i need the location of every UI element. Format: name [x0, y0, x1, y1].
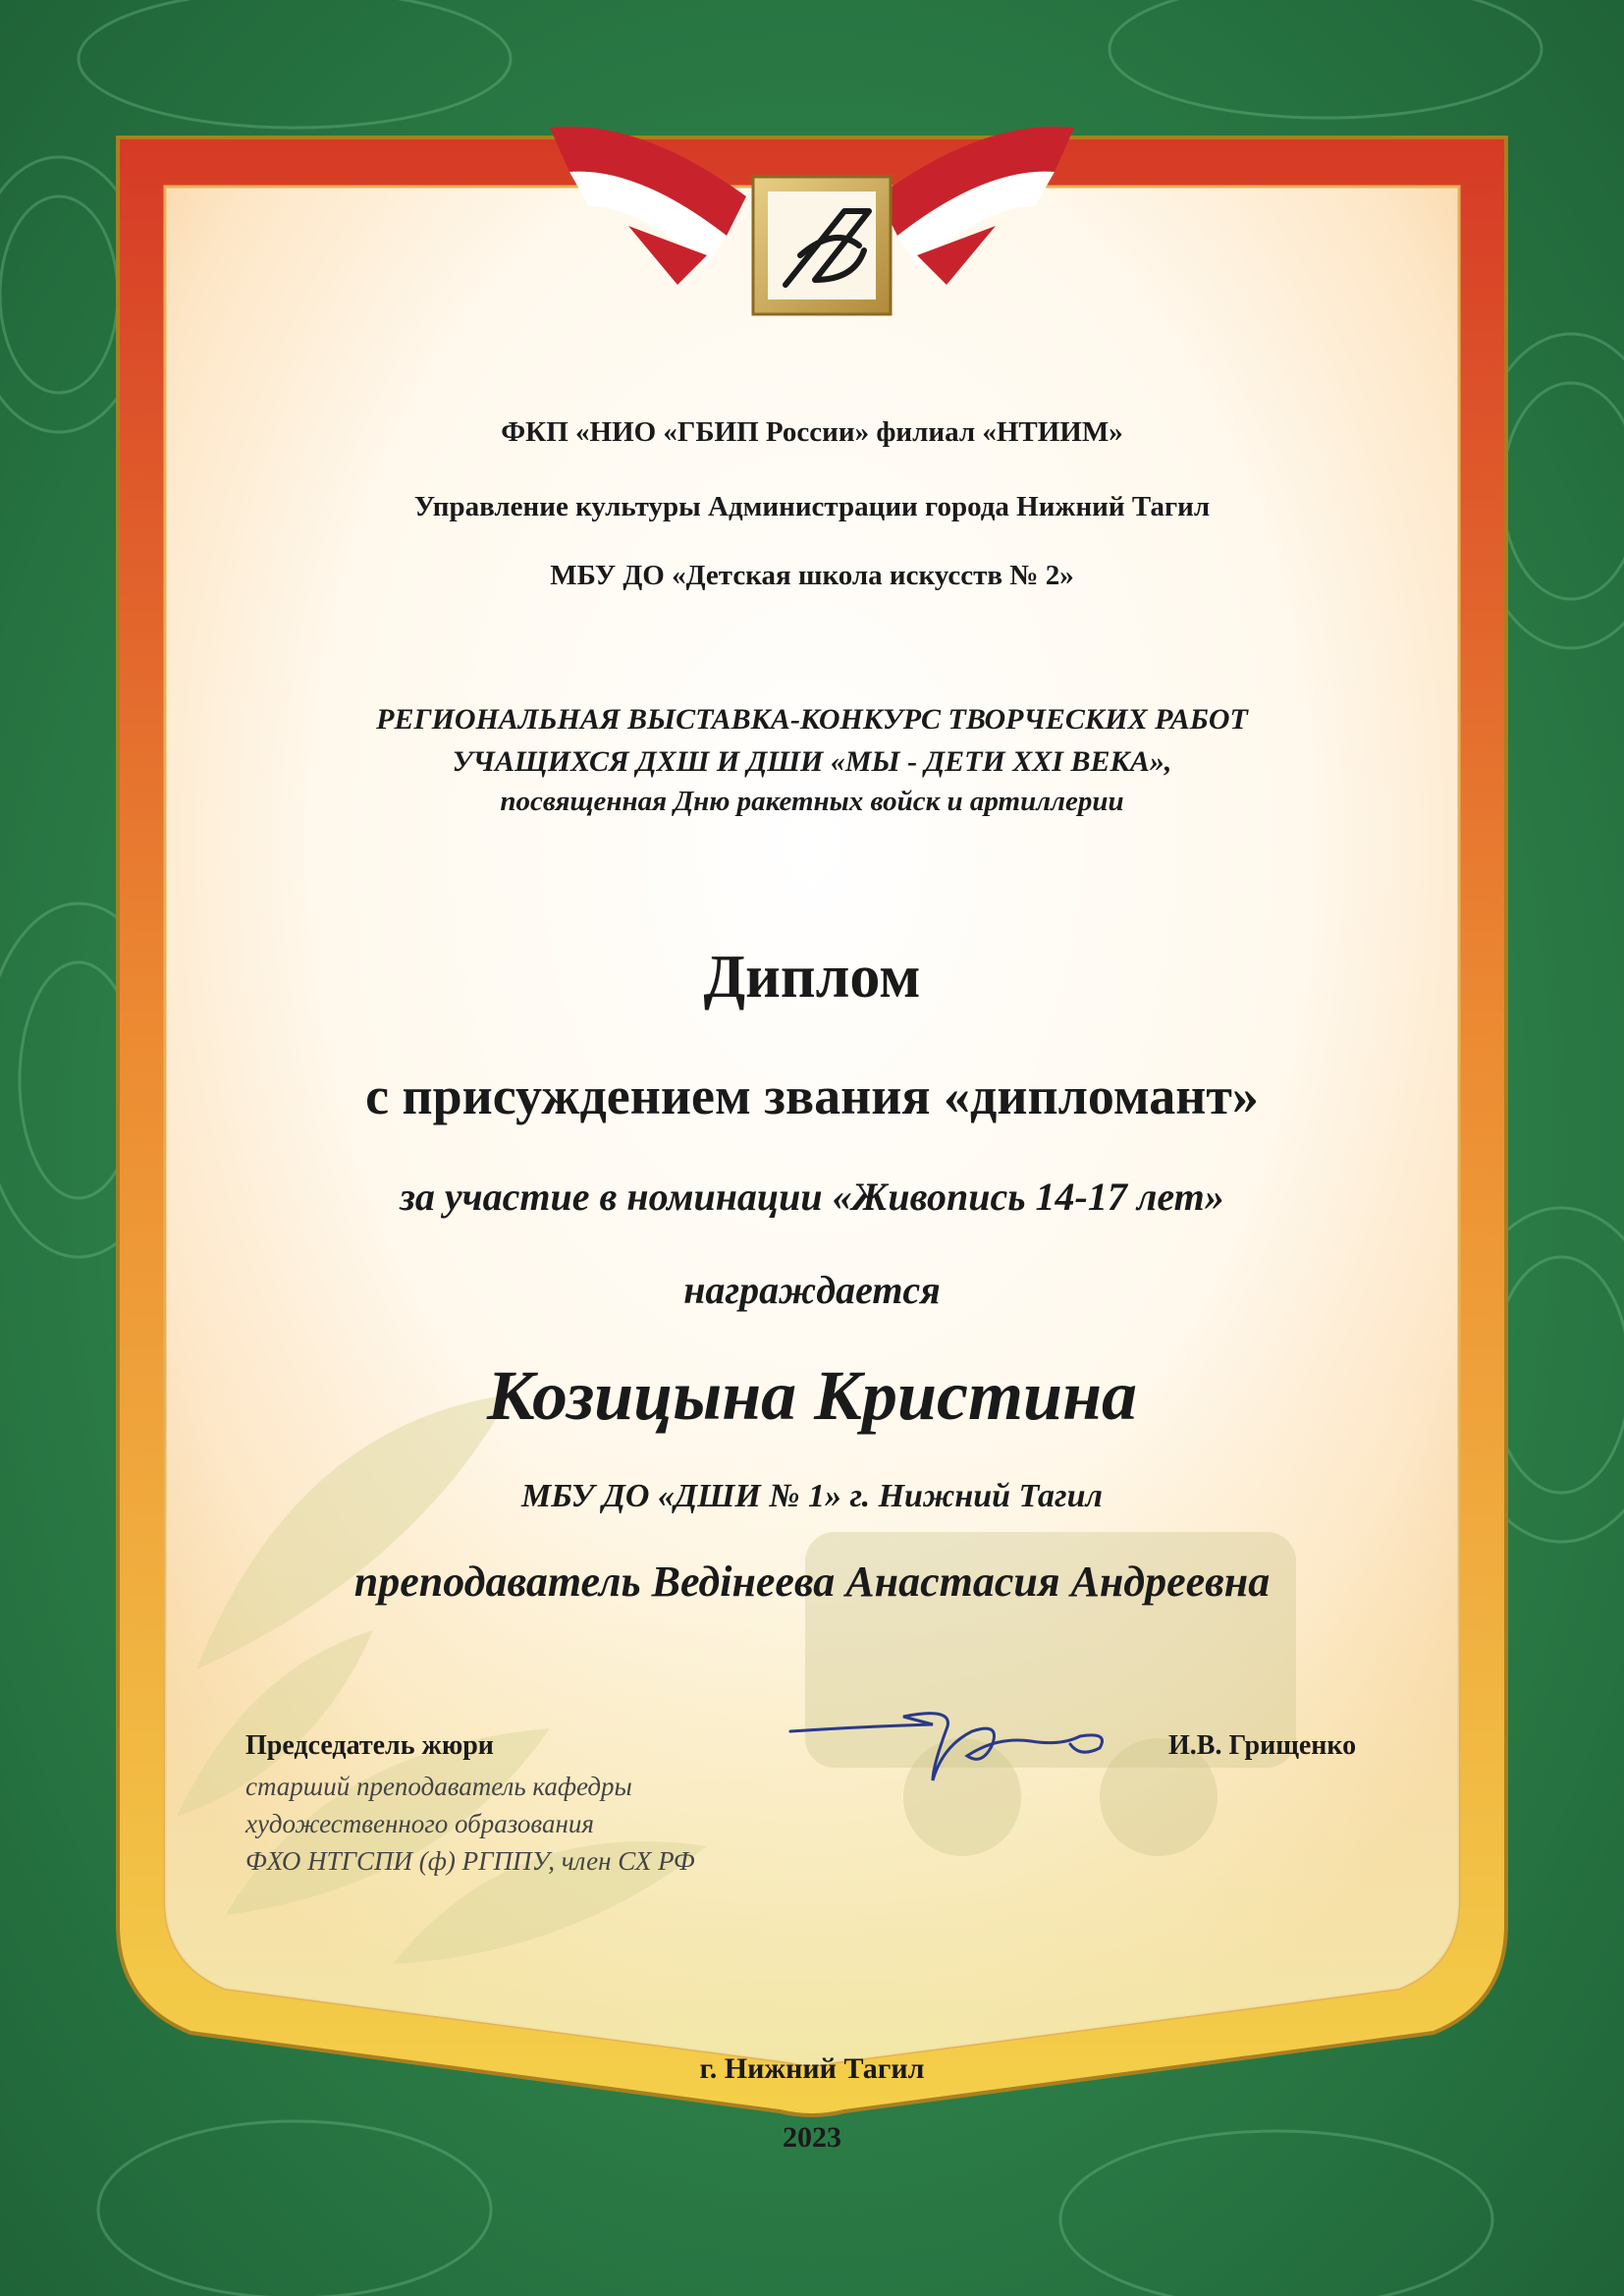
jury-desc-2: художественного образования	[245, 1809, 594, 1838]
contest-title-line1: РЕГИОНАЛЬНАЯ ВЫСТАВКА-КОНКУРС ТВОРЧЕСКИХ РАБОТ	[376, 703, 1248, 736]
organizer-3: МБУ ДО «Детская школа искусств № 2»	[550, 560, 1074, 591]
contest-dedication: посвященная Дню ракетных войск и артиллерии	[500, 786, 1124, 817]
nomination: за участие в номинации «Живопись 14-17 лет»	[400, 1175, 1224, 1219]
jury-role: Председатель жюри	[245, 1730, 494, 1761]
handwritten-signature	[785, 1687, 1119, 1805]
organizer-2: Управление культуры Администрации города Нижний Тагил	[413, 491, 1211, 522]
contest-title-line2: УЧАЩИХСЯ ДХШ И ДШИ «МЫ - ДЕТИ XXI ВЕКА»,	[452, 745, 1172, 778]
awarded-label: награждается	[683, 1268, 941, 1312]
recipient-name: Козицына Кристина	[486, 1356, 1138, 1435]
city: г. Нижний Тагил	[699, 2052, 925, 2085]
teacher-name: преподаватель Ведінеева Анастасия Андреевна	[353, 1558, 1271, 1606]
jury-desc-1: старший преподаватель кафедры	[245, 1772, 632, 1801]
jury-chair-name: И.В. Грищенко	[1168, 1730, 1357, 1761]
jury-block	[245, 1730, 835, 1880]
year: 2023	[783, 2121, 841, 2154]
diploma-title: Диплом	[703, 944, 921, 1011]
jury-desc-3: ФХО НТГСПИ (ф) РГППУ, член СХ РФ	[245, 1846, 695, 1876]
award-title: с присуждением звания «дипломант»	[365, 1066, 1259, 1125]
emblem-logo	[753, 177, 891, 314]
recipient-school: МБУ ДО «ДШИ № 1» г. Нижний Тагил	[521, 1478, 1103, 1514]
organizer-1: ФКП «НИО «ГБИП России» филиал «НТИИМ»	[501, 416, 1123, 448]
